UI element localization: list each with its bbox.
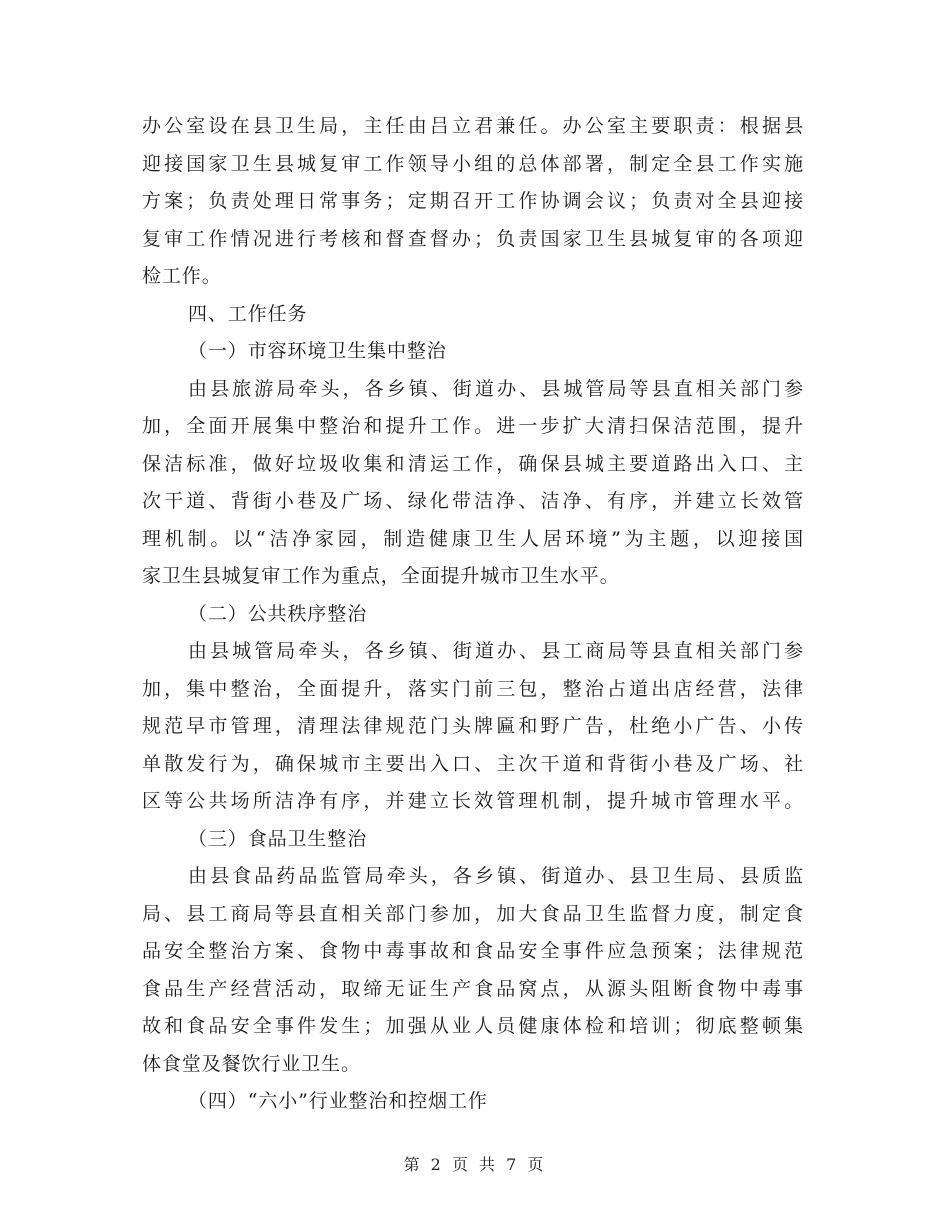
body-line: 区等公共场所洁净有序，并建立长效管理机制，提升城市管理水平。 — [142, 790, 804, 812]
body-line: 加，全面开展集中整治和提升工作。进一步扩大清扫保洁范围，提升 — [142, 415, 804, 437]
page-number-footer: 第 2 页 共 7 页 — [403, 1155, 547, 1174]
body-line: 食品生产经营活动，取缔无证生产食品窝点，从源头阻断食物中毒事 — [142, 977, 804, 1000]
body-line: 局、县工商局等县直相关部门参加，加大食品卫生监督力度，制定食 — [142, 902, 804, 925]
body-line: 由县旅游局牵头，各乡镇、街道办、县城管局等县直相关部门参 — [188, 377, 804, 400]
body-line: 规范早市管理，清理法律规范门头牌匾和野广告，杜绝小广告、小传 — [142, 715, 804, 737]
subsection-heading: （一）市容环境卫生集中整治 — [188, 340, 447, 362]
body-line: 由县城管局牵头，各乡镇、街道办、县工商局等县直相关部门参 — [188, 640, 804, 662]
body-line: 体食堂及餐饮行业卫生。 — [142, 1052, 361, 1075]
body-line: 理机制。以“洁净家园，制造健康卫生人居环境”为主题，以迎接国 — [142, 527, 804, 550]
body-line: 迎接国家卫生县城复审工作领导小组的总体部署，制定全县工作实施 — [142, 152, 804, 175]
subsection-heading: （三）食品卫生整治 — [188, 827, 368, 850]
section-heading: 四、工作任务 — [188, 302, 308, 325]
body-line: 加，集中整治，全面提升，落实门前三包，整治占道出店经营，法律 — [142, 677, 804, 700]
body-line: 复审工作情况进行考核和督查督办；负责国家卫生县城复审的各项迎 — [142, 227, 804, 250]
document-body — [142, 108, 804, 1121]
body-line: 保洁标准，做好垃圾收集和清运工作，确保县城主要道路出入口、主 — [142, 452, 804, 475]
body-line: 由县食品药品监管局牵头，各乡镇、街道办、县卫生局、县质监 — [188, 865, 804, 887]
body-line: 单散发行为，确保城市主要出入口、主次干道和背街小巷及广场、社 — [142, 752, 804, 775]
body-line: 方案；负责处理日常事务；定期召开工作协调会议；负责对全县迎接 — [142, 190, 804, 212]
body-line: 家卫生县城复审工作为重点，全面提升城市卫生水平。 — [142, 565, 620, 587]
body-line: 办公室设在县卫生局，主任由吕立君兼任。办公室主要职责：根据县 — [142, 115, 804, 137]
body-line: 次干道、背街小巷及广场、绿化带洁净、洁净、有序，并建立长效管 — [142, 490, 804, 512]
body-line: 品安全整治方案、食物中毒事故和食品安全事件应急预案；法律规范 — [142, 940, 804, 962]
body-line: 检工作。 — [142, 265, 222, 287]
body-line: 故和食品安全事件发生；加强从业人员健康体检和培训；彻底整顿集 — [142, 1015, 804, 1037]
subsection-heading: （二）公共秩序整治 — [188, 602, 368, 625]
subsection-heading: （四）“六小”行业整治和控烟工作 — [188, 1090, 488, 1112]
